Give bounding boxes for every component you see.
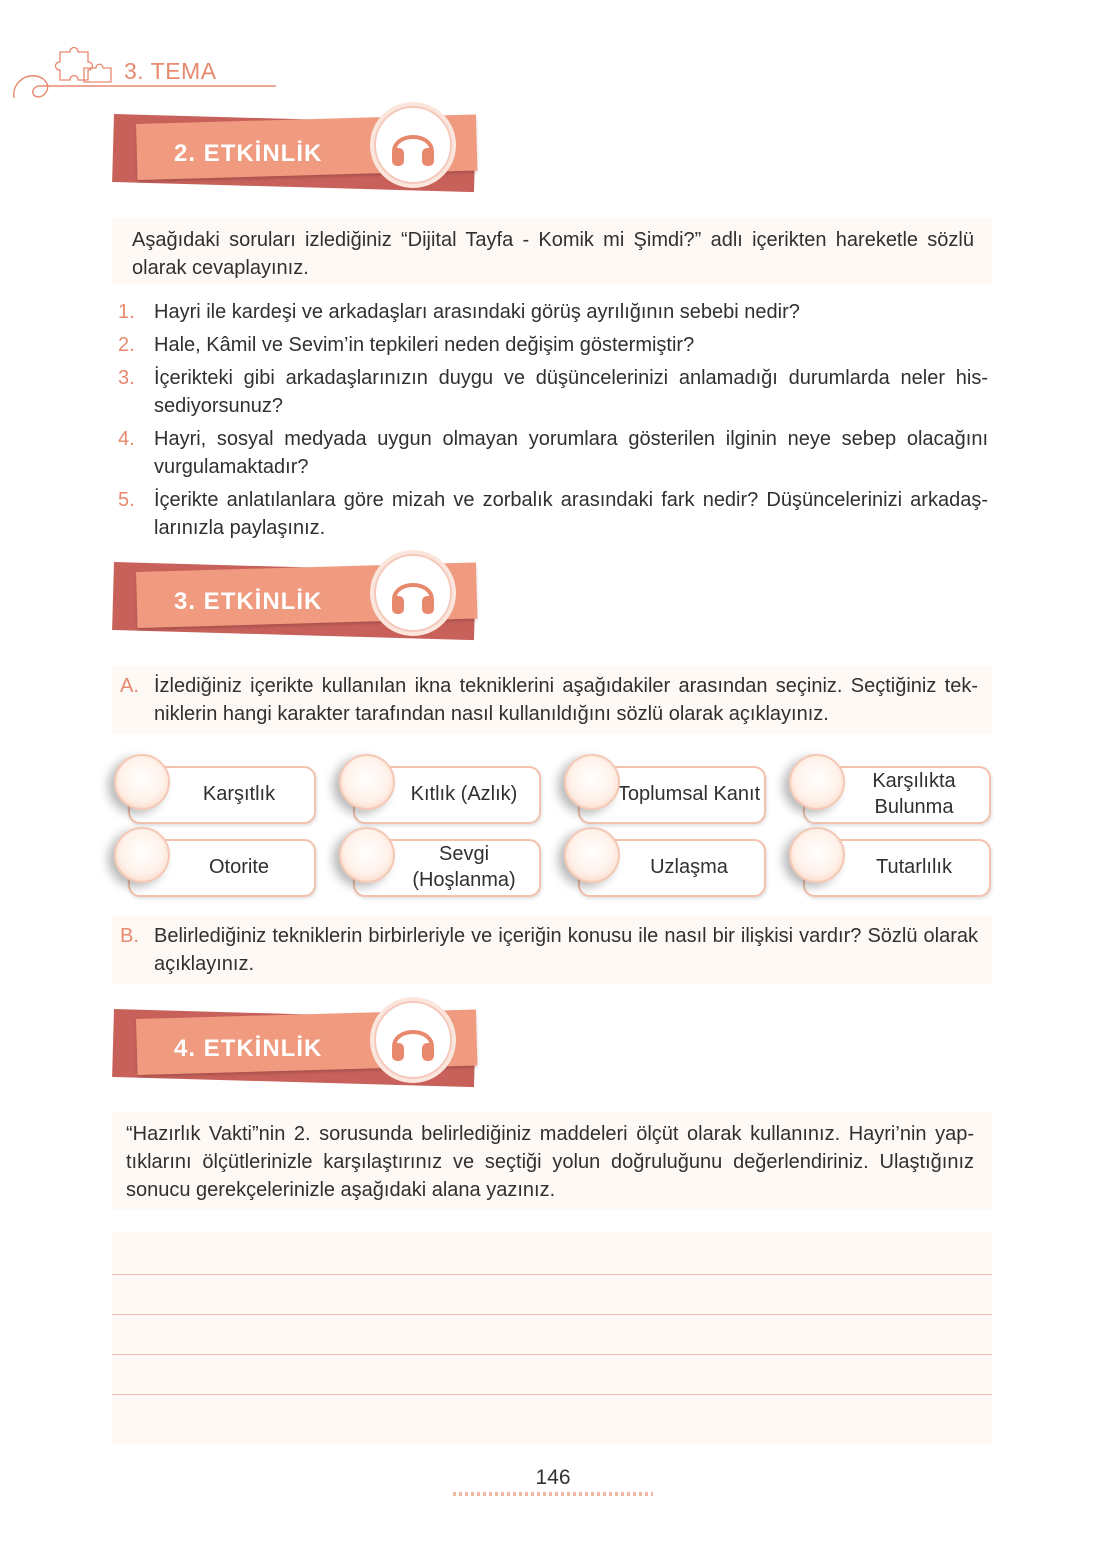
activity-4-intro-box xyxy=(112,1112,992,1210)
headphones-icon xyxy=(374,106,452,184)
technique-label: Toplumsal Kanıt xyxy=(617,783,761,805)
question-text: İçerikteki gibi arkadaşlarınızın duygu ve düşüncelerinizi anlamadığı durumlarda neler his-sediyorsunuz? xyxy=(154,367,988,417)
question-number: 3. xyxy=(118,367,135,389)
activity-3-part-a xyxy=(112,666,992,734)
activity-3-title: 3. ETKİNLİK xyxy=(174,588,323,615)
technique-label: Uzlaşma xyxy=(650,856,728,878)
writing-line xyxy=(112,1354,992,1355)
list-item xyxy=(118,486,988,542)
question-text: İçerikte anlatılanlara göre mizah ve zorbalık arasındaki fark nedir? Düşüncelerinizi arkadaş-larınızla paylaşınız. xyxy=(154,489,988,539)
activity-2-intro: Aşağıdaki soruları izlediğiniz “Dijital Tayfa - Komik mi Şimdi?” adlı içerikten hareketle sözlü olarak cevaplayınız. xyxy=(132,229,974,279)
technique-label: Kıtlık (Azlık) xyxy=(410,783,518,805)
activity-2-questions xyxy=(118,298,988,547)
technique-option xyxy=(343,760,567,822)
technique-label: Otorite xyxy=(208,856,270,878)
activity-2-title: 2. ETKİNLİK xyxy=(174,140,323,167)
page-number-underline xyxy=(453,1492,653,1496)
answer-writing-area[interactable] xyxy=(112,1232,992,1444)
page-number: 146 xyxy=(535,1466,571,1489)
list-item xyxy=(118,364,988,420)
theme-label: 3. TEMA xyxy=(124,58,217,84)
part-a-text: İzlediğiniz içerikte kullanılan ikna tekniklerini aşağıdakiler arasından seçiniz. Seçtiğiniz tek-niklerin hangi karakter tarafından nasıl kullanıldığını sözlü olarak açıklayınız. xyxy=(154,675,978,725)
writing-line xyxy=(112,1314,992,1315)
question-text: Hayri, sosyal medyada uygun olmayan yorumlara gösterilen ilginin neye sebep olacağını vurgulamaktadır? xyxy=(154,428,988,478)
circle-marker-icon xyxy=(564,827,620,883)
question-number: 2. xyxy=(118,334,135,356)
activity-4-banner xyxy=(112,1007,492,1099)
technique-option xyxy=(118,833,342,895)
technique-option xyxy=(568,760,792,822)
writing-line xyxy=(112,1274,992,1275)
circle-marker-icon xyxy=(339,827,395,883)
activity-4-intro: “Hazırlık Vakti”nin 2. sorusunda belirlediğiniz maddeleri ölçüt olarak kullanınız. Hayri’nin yap-tıklarını ölçütlerinizle karşılaştırınız ve seçtiği yolun doğruluğunu değerlendiriniz. Ulaştığınız sonucu gerekçelerinizle aşağıdaki alana yazınız. xyxy=(126,1123,974,1201)
question-number: 1. xyxy=(118,301,135,323)
activity-3-banner xyxy=(112,560,492,652)
technique-label: Karşıtlık xyxy=(202,783,276,805)
technique-option xyxy=(118,760,342,822)
part-b-letter: B. xyxy=(120,925,139,947)
part-b-text: Belirlediğiniz tekniklerin birbirleriyle ve içeriğin konusu ile nasıl bir ilişkisi vardır? Sözlü olarak açıklayınız. xyxy=(154,925,978,975)
list-item xyxy=(118,425,988,481)
question-text: Hale, Kâmil ve Sevim’in tepkileri neden değişim göstermiştir? xyxy=(154,334,695,356)
circle-marker-icon xyxy=(789,754,845,810)
circle-marker-icon xyxy=(114,827,170,883)
activity-2-banner xyxy=(112,112,492,204)
activity-3-part-b xyxy=(112,916,992,984)
circle-marker-icon xyxy=(114,754,170,810)
technique-option xyxy=(793,760,1017,822)
activity-4-title: 4. ETKİNLİK xyxy=(174,1035,323,1062)
circle-marker-icon xyxy=(339,754,395,810)
activity-2-intro-box xyxy=(112,218,992,284)
technique-label: Karşılıkta Bulunma xyxy=(872,770,956,818)
circle-marker-icon xyxy=(564,754,620,810)
writing-line xyxy=(112,1394,992,1395)
technique-label: Sevgi (Hoşlanma) xyxy=(412,843,516,891)
list-item xyxy=(118,331,988,359)
headphones-icon xyxy=(374,1001,452,1079)
circle-marker-icon xyxy=(789,827,845,883)
technique-label: Tutarlılık xyxy=(876,856,952,878)
question-number: 5. xyxy=(118,489,135,511)
question-text: Hayri ile kardeşi ve arkadaşları arasındaki görüş ayrılığının sebebi nedir? xyxy=(154,301,800,323)
technique-option xyxy=(568,833,792,895)
technique-option xyxy=(343,833,567,895)
technique-option xyxy=(793,833,1017,895)
list-item xyxy=(118,298,988,326)
headphones-icon xyxy=(374,554,452,632)
question-number: 4. xyxy=(118,428,135,450)
part-a-letter: A. xyxy=(120,675,139,697)
